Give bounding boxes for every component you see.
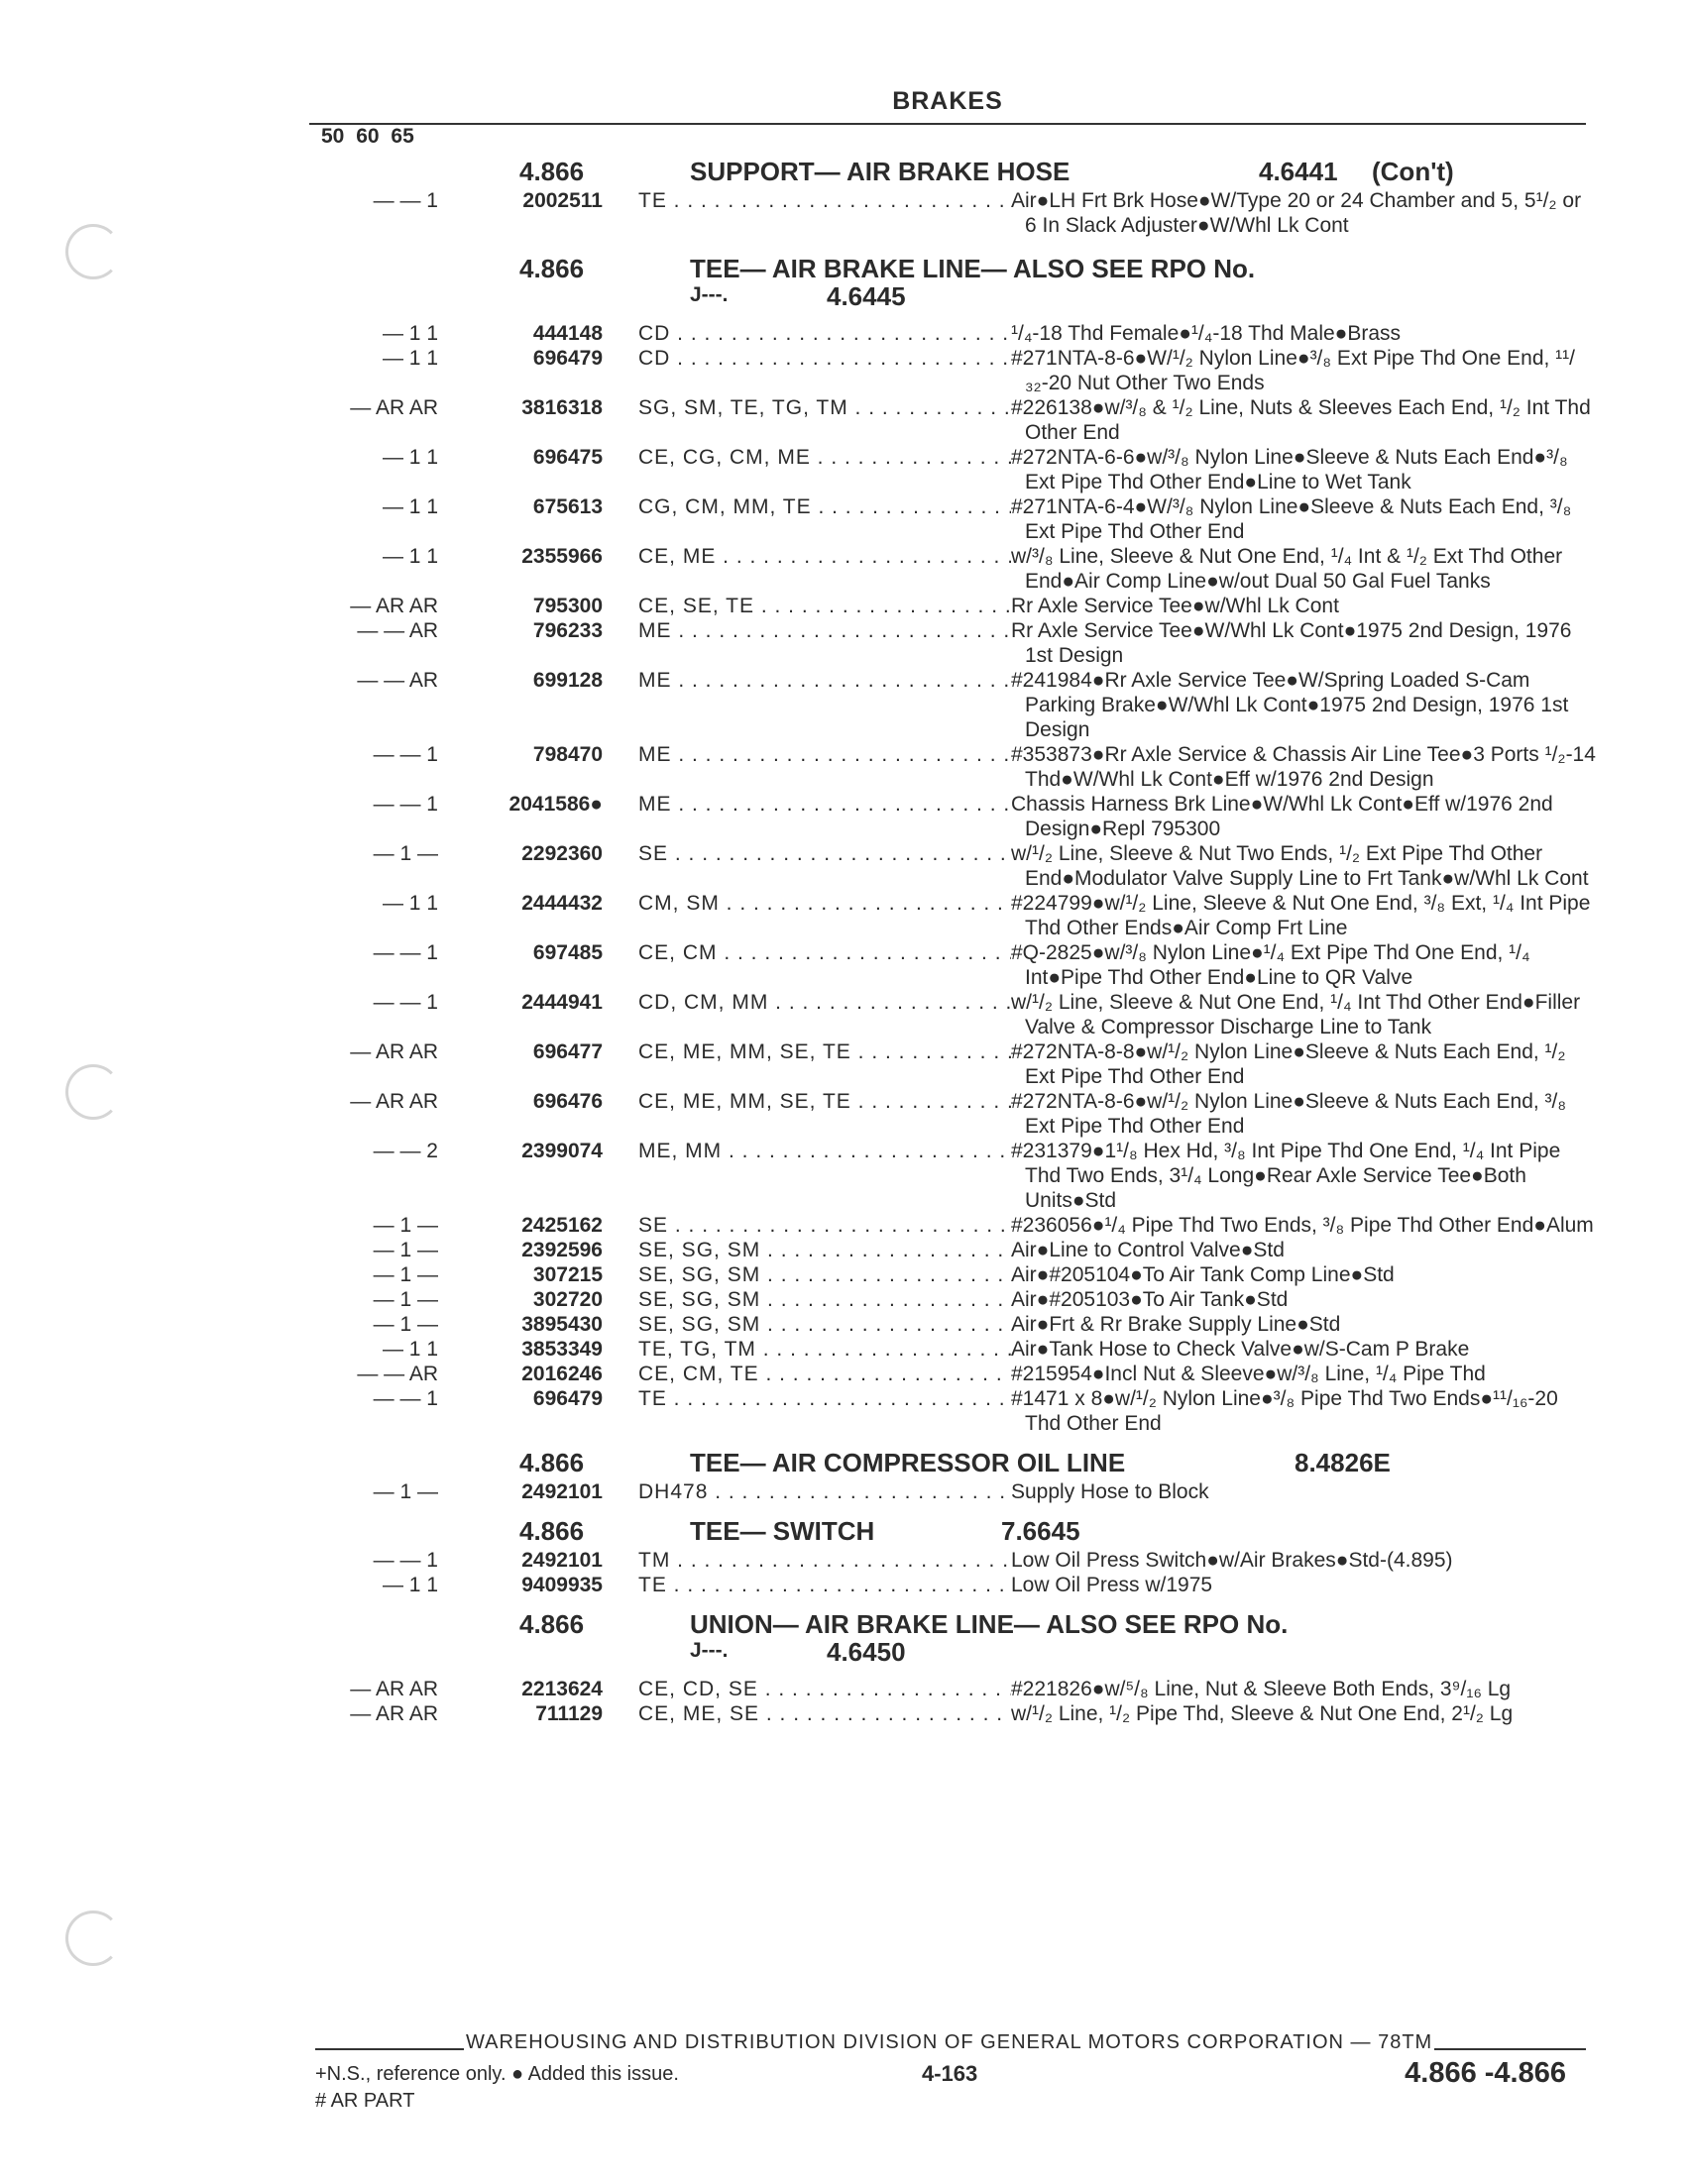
part-description: #271NTA-6-4●W/³/₈ Nylon Line●Sleeve & Nuts Each End, ³/₈ Ext Pipe Thd Other End: [1011, 494, 1596, 544]
page-range: 4.866 -4.866: [1405, 2057, 1566, 2089]
part-row: [315, 188, 1596, 238]
continued-label: (Con't): [1372, 157, 1454, 186]
part-row: [315, 841, 1596, 891]
model-codes: SG, SM, TE, TG, TM . . .: [638, 395, 1312, 420]
part-number: 2444941: [521, 991, 603, 1014]
part-number: 2016246: [521, 1363, 603, 1385]
j-reference: J---.: [690, 283, 729, 306]
part-description: #Q-2825●w/³/₈ Nylon Line●¹/₄ Ext Pipe Thd One End, ¹/₄ Int●Pipe Thd Other End●Line to QR Valve: [1011, 940, 1596, 990]
model-codes: CD . . .: [638, 346, 1312, 371]
part-number: 696479: [532, 347, 603, 370]
section-heading: [315, 1607, 1596, 1669]
part-row: [315, 1386, 1596, 1436]
part-number: 2213624: [521, 1678, 603, 1700]
part-row: [315, 891, 1596, 940]
quantity-columns: — 1 1: [382, 1574, 438, 1596]
part-description: #231379●1¹/₈ Hex Hd, ³/₈ Int Pipe Thd One End, ¹/₄ Int Pipe Thd Two Ends, 3¹/₄ Long●Rear Axle Service Tee●Both Units●Std: [1011, 1139, 1596, 1213]
section-title: UNION— AIR BRAKE LINE— ALSO SEE RPO No.: [690, 1609, 1289, 1639]
parts-list: [315, 1548, 1596, 1597]
model-codes: CE, CM, TE . . .: [638, 1362, 1312, 1386]
part-number: 2492101: [521, 1480, 603, 1503]
quantity-columns: — 1 —: [373, 1263, 438, 1286]
quantity-columns: — 1 —: [373, 1480, 438, 1503]
model-codes: SE . . .: [638, 1213, 1312, 1238]
quantity-columns: — — 2: [373, 1140, 438, 1162]
quantity-columns: — 1 1: [382, 322, 438, 345]
part-description: #272NTA-8-8●w/¹/₂ Nylon Line●Sleeve & Nuts Each End, ¹/₂ Ext Pipe Thd Other End: [1011, 1039, 1596, 1089]
quantity-columns: — AR AR: [350, 1702, 438, 1725]
model-codes: CE, ME, SE . . .: [638, 1701, 1312, 1726]
part-number: 795300: [532, 595, 603, 617]
legend: [315, 2061, 679, 2115]
quantity-columns: — AR AR: [350, 1040, 438, 1063]
section-reference: 4.6441: [1259, 157, 1338, 186]
part-row: [315, 618, 1596, 668]
quantity-columns: — 1 1: [382, 347, 438, 370]
quantity-columns: — — AR: [357, 669, 438, 692]
part-number: 2492101: [521, 1549, 603, 1572]
binder-hole-bottom: [65, 1911, 121, 1966]
part-number: 444148: [532, 322, 603, 345]
part-description: #226138●w/³/₈ & ¹/₂ Line, Nuts & Sleeves Each End, ¹/₂ Int Thd Other End: [1011, 395, 1596, 445]
model-codes: ME . . .: [638, 618, 1312, 643]
group-number: 4.866: [519, 254, 585, 283]
part-row: [315, 1701, 1596, 1726]
part-description: w/³/₈ Line, Sleeve & Nut One End, ¹/₄ Int & ¹/₂ Ext Thd Other End●Air Comp Line●w/out Dual 50 Gal Fuel Tanks: [1011, 544, 1596, 594]
part-description: ¹/₄-18 Thd Female●¹/₄-18 Thd Male●Brass: [1011, 321, 1596, 346]
part-row: [315, 1573, 1596, 1597]
model-codes: SE, SG, SM . . .: [638, 1238, 1312, 1262]
model-codes: CE, CG, CM, ME . . .: [638, 445, 1312, 470]
model-codes: CE, ME, MM, SE, TE . . .: [638, 1089, 1312, 1114]
part-description: w/¹/₂ Line, Sleeve & Nut Two Ends, ¹/₂ Ext Pipe Thd Other End●Modulator Valve Supply Line to Frt Tank●w/Whl Lk Cont: [1011, 841, 1596, 891]
part-row: [315, 1548, 1596, 1573]
model-codes: CD . . .: [638, 321, 1312, 346]
part-number: 696479: [532, 1387, 603, 1410]
part-description: Chassis Harness Brk Line●W/Whl Lk Cont●Eff w/1976 2nd Design●Repl 795300: [1011, 792, 1596, 841]
part-description: Air●#205104●To Air Tank Comp Line●Std: [1011, 1262, 1596, 1287]
section-heading: [315, 252, 1596, 313]
part-number: 3853349: [521, 1338, 603, 1361]
part-description: Air●#205103●To Air Tank●Std: [1011, 1287, 1596, 1312]
part-number: 3816318: [521, 396, 603, 419]
part-row: [315, 1362, 1596, 1386]
section-heading: [315, 1446, 1596, 1479]
part-description: #241984●Rr Axle Service Tee●W/Spring Loaded S-Cam Parking Brake●W/Whl Lk Cont●1975 2nd Design, 1976 1st Design: [1011, 668, 1596, 742]
model-codes: SE, SG, SM . . .: [638, 1262, 1312, 1287]
part-row: [315, 1337, 1596, 1362]
part-number: 711129: [535, 1702, 603, 1725]
part-number: 2392596: [521, 1239, 603, 1261]
model-codes: ME . . .: [638, 792, 1312, 817]
model-codes: TE . . .: [638, 1573, 1312, 1597]
quantity-columns: — — 1: [373, 1387, 438, 1410]
part-row: [315, 395, 1596, 445]
part-row: [315, 1238, 1596, 1262]
model-codes: SE, SG, SM . . .: [638, 1312, 1312, 1337]
part-number: 2399074: [521, 1140, 603, 1162]
part-description: Rr Axle Service Tee●w/Whl Lk Cont: [1011, 594, 1596, 618]
part-description: w/¹/₂ Line, Sleeve & Nut One End, ¹/₄ Int Thd Other End●Filler Valve & Compressor Discharge Line to Tank: [1011, 990, 1596, 1039]
model-codes: TE, TG, TM . . .: [638, 1337, 1312, 1362]
part-description: w/¹/₂ Line, ¹/₂ Pipe Thd, Sleeve & Nut One End, 2¹/₂ Lg: [1011, 1701, 1596, 1726]
model-codes: ME . . .: [638, 668, 1312, 693]
part-number: 9409935: [521, 1574, 603, 1596]
part-description: Low Oil Press w/1975: [1011, 1573, 1596, 1597]
binder-hole-middle: [65, 1064, 121, 1120]
part-row: [315, 1312, 1596, 1337]
part-number: 675613: [532, 495, 603, 518]
part-description: Air●Frt & Rr Brake Supply Line●Std: [1011, 1312, 1596, 1337]
part-number: 798470: [532, 743, 603, 766]
model-codes: CE, ME, MM, SE, TE . . .: [638, 1039, 1312, 1064]
part-row: [315, 990, 1596, 1039]
parts-list: [315, 1479, 1596, 1504]
quantity-columns: — 1 1: [382, 495, 438, 518]
part-description: Air●LH Frt Brk Hose●W/Type 20 or 24 Chamber and 5, 5¹/₂ or 6 In Slack Adjuster●W/Whl Lk Cont: [1011, 188, 1596, 238]
quantity-columns: — — 1: [373, 941, 438, 964]
model-codes: TM . . .: [638, 1548, 1312, 1573]
quantity-columns: — AR AR: [350, 1678, 438, 1700]
quantity-columns: — — 1: [373, 189, 438, 212]
quantity-columns: — 1 1: [382, 892, 438, 915]
binder-hole-top: [65, 224, 121, 279]
parts-catalog-content: [315, 149, 1596, 1726]
model-codes: CE, SE, TE . . .: [638, 594, 1312, 618]
part-row: [315, 742, 1596, 792]
part-number: 796233: [532, 619, 603, 642]
quantity-columns: — AR AR: [350, 1090, 438, 1113]
part-description: Air●Line to Control Valve●Std: [1011, 1238, 1596, 1262]
part-number: 2041586●: [508, 793, 603, 816]
model-codes: CE, ME . . .: [638, 544, 1312, 569]
quantity-columns: — 1 —: [373, 1313, 438, 1336]
section-heading: [315, 155, 1596, 188]
quantity-columns: — 1 —: [373, 1239, 438, 1261]
part-number: 2002511: [522, 189, 603, 212]
quantity-columns: — 1 —: [373, 842, 438, 865]
j-reference: J---.: [690, 1639, 729, 1662]
section-title: TEE— SWITCH: [690, 1516, 875, 1546]
part-number: 2292360: [521, 842, 603, 865]
model-codes: DH478 . . .: [638, 1479, 1312, 1504]
part-number: 302720: [532, 1288, 603, 1311]
model-codes: TE . . .: [638, 1386, 1312, 1411]
part-row: [315, 1677, 1596, 1701]
part-row: [315, 321, 1596, 346]
quantity-columns: — 1 1: [382, 1338, 438, 1361]
footer-line: [315, 2031, 1586, 2054]
part-row: [315, 1089, 1596, 1139]
model-codes: CM, SM . . .: [638, 891, 1312, 916]
part-row: [315, 940, 1596, 990]
part-description: #271NTA-8-6●W/¹/₂ Nylon Line●³/₈ Ext Pipe Thd One End, ¹¹/₃₂-20 Nut Other Two Ends: [1011, 346, 1596, 395]
part-description: Rr Axle Service Tee●W/Whl Lk Cont●1975 2nd Design, 1976 1st Design: [1011, 618, 1596, 668]
page-number: 4-163: [922, 2061, 978, 2086]
part-row: [315, 594, 1596, 618]
model-codes: CE, CM . . .: [638, 940, 1312, 965]
part-description: #215954●Incl Nut & Sleeve●w/³/₈ Line, ¹/₄ Pipe Thd: [1011, 1362, 1596, 1386]
group-number: 4.866: [519, 1516, 585, 1546]
part-row: [315, 346, 1596, 395]
part-number: 2444432: [521, 892, 603, 915]
quantity-columns: — AR AR: [350, 595, 438, 617]
group-number: 4.866: [519, 1448, 585, 1477]
section-title: TEE— AIR BRAKE LINE— ALSO SEE RPO No.: [690, 254, 1256, 283]
section-reference: 8.4826E: [1295, 1448, 1391, 1477]
quantity-columns: — — 1: [373, 793, 438, 816]
part-description: #272NTA-8-6●w/¹/₂ Nylon Line●Sleeve & Nuts Each End, ³/₈ Ext Pipe Thd Other End: [1011, 1089, 1596, 1139]
part-row: [315, 1213, 1596, 1238]
group-number: 4.866: [519, 157, 585, 186]
quantity-columns: — AR AR: [350, 396, 438, 419]
part-number: 696475: [532, 446, 603, 469]
quantity-columns: — — 1: [373, 1549, 438, 1572]
model-codes: SE, SG, SM . . .: [638, 1287, 1312, 1312]
part-description: #224799●w/¹/₂ Line, Sleeve & Nut One End, ³/₈ Ext, ¹/₄ Int Pipe Thd Other Ends●Air Comp Frt Line: [1011, 891, 1596, 940]
part-number: 2355966: [521, 545, 603, 568]
model-codes: CG, CM, MM, TE . . .: [638, 494, 1312, 519]
part-row: [315, 668, 1596, 742]
quantity-columns: — 1 1: [382, 545, 438, 568]
part-row: [315, 1262, 1596, 1287]
part-description: #272NTA-6-6●w/³/₈ Nylon Line●Sleeve & Nuts Each End●³/₈ Ext Pipe Thd Other End●Line to Wet Tank: [1011, 445, 1596, 494]
parts-list: [315, 188, 1596, 238]
parts-list: [315, 1677, 1596, 1726]
model-codes: CD, CM, MM . . .: [638, 990, 1312, 1015]
part-row: [315, 792, 1596, 841]
quantity-columns: — — 1: [373, 991, 438, 1014]
part-row: [315, 445, 1596, 494]
part-description: #221826●w/⁵/₈ Line, Nut & Sleeve Both Ends, 3⁹/₁₆ Lg: [1011, 1677, 1596, 1701]
footer-text: WAREHOUSING AND DISTRIBUTION DIVISION OF GENERAL MOTORS CORPORATION — 78TM: [466, 2031, 1433, 2053]
part-number: 696476: [532, 1090, 603, 1113]
legend-line: # AR PART: [315, 2090, 415, 2112]
section-reference: 7.6645: [1001, 1516, 1080, 1546]
quantity-columns: — 1 —: [373, 1214, 438, 1237]
part-description: #236056●¹/₄ Pipe Thd Two Ends, ³/₈ Pipe Thd Other End●Alum: [1011, 1213, 1596, 1238]
part-number: 697485: [532, 941, 603, 964]
part-number: 3895430: [521, 1313, 603, 1336]
section-heading: [315, 1514, 1596, 1548]
part-number: 699128: [532, 669, 603, 692]
part-row: [315, 1139, 1596, 1213]
section-title: SUPPORT— AIR BRAKE HOSE: [690, 157, 1070, 186]
year-columns-header: 50 60 65: [321, 125, 414, 148]
quantity-columns: — 1 —: [373, 1288, 438, 1311]
section-reference: 4.6445: [827, 281, 906, 311]
part-number: 696477: [532, 1040, 603, 1063]
part-description: #1471 x 8●w/¹/₂ Nylon Line●³/₈ Pipe Thd Two Ends●¹¹/₁₆-20 Thd Other End: [1011, 1386, 1596, 1436]
model-codes: SE . . .: [638, 841, 1312, 866]
part-description: Low Oil Press Switch●w/Air Brakes●Std-(4.895): [1011, 1548, 1596, 1573]
part-row: [315, 1479, 1596, 1504]
quantity-columns: — 1 1: [382, 446, 438, 469]
part-row: [315, 1287, 1596, 1312]
model-codes: ME, MM . . .: [638, 1139, 1312, 1163]
section-reference: 4.6450: [827, 1637, 906, 1667]
group-number: 4.866: [519, 1609, 585, 1639]
part-description: #353873●Rr Axle Service & Chassis Air Line Tee●3 Ports ¹/₂-14 Thd●W/Whl Lk Cont●Eff w/1976 2nd Design: [1011, 743, 1596, 791]
part-number: 307215: [532, 1263, 603, 1286]
page-header: BRAKES: [309, 87, 1586, 125]
part-description: Supply Hose to Block: [1011, 1479, 1596, 1504]
quantity-columns: — — 1: [373, 743, 438, 766]
model-codes: TE . . .: [638, 188, 1312, 213]
legend-line: +N.S., reference only. ● Added this issue.: [315, 2063, 679, 2085]
section-title: TEE— AIR COMPRESSOR OIL LINE: [690, 1448, 1126, 1477]
model-codes: ME . . .: [638, 742, 1312, 767]
quantity-columns: — — AR: [357, 619, 438, 642]
part-row: [315, 494, 1596, 544]
parts-list: [315, 321, 1596, 1436]
part-description: Air●Tank Hose to Check Valve●w/S-Cam P Brake: [1011, 1337, 1596, 1362]
part-row: [315, 1039, 1596, 1089]
model-codes: CE, CD, SE . . .: [638, 1677, 1312, 1701]
part-number: 2425162: [521, 1214, 603, 1237]
part-row: [315, 544, 1596, 594]
quantity-columns: — — AR: [357, 1363, 438, 1385]
